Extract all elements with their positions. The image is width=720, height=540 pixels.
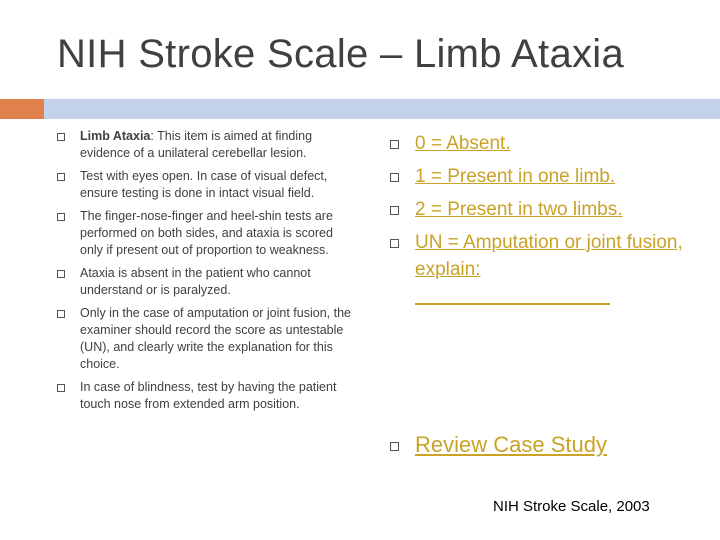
bullet-text: In case of blindness, test by having the patient touch nose from extended arm position.: [80, 380, 337, 411]
bullet-text: Test with eyes open. In case of visual defect, ensure testing is done in intact visual field.: [80, 169, 328, 200]
square-bullet-icon: [57, 173, 65, 181]
score-link-1[interactable]: [390, 163, 690, 190]
bullet-text: : This item is aimed at finding evidence of a unilateral cerebellar lesion.: [80, 129, 313, 160]
slide-title: NIH Stroke Scale – Limb Ataxia: [57, 32, 625, 76]
left-bullet-list: [57, 128, 357, 419]
score-link-label[interactable]: UN = Amputation or joint fusion, explain:: [415, 232, 683, 280]
list-item: [57, 208, 357, 259]
explanation-blank-line: [415, 303, 610, 305]
list-item: [57, 265, 357, 299]
review-link-label[interactable]: Review Case Study: [415, 432, 607, 457]
list-item: [57, 128, 357, 162]
score-link-0[interactable]: [390, 130, 690, 157]
list-item: [57, 168, 357, 202]
square-bullet-icon: [57, 213, 65, 221]
bullet-bold-term: Limb Ataxia: [80, 129, 151, 143]
bullet-text: The finger-nose-finger and heel-shin tests are performed on both sides, and ataxia is scored only if present out of proportion to weakness.: [80, 209, 333, 257]
square-bullet-icon: [57, 133, 65, 141]
square-bullet-icon: [390, 239, 399, 248]
square-bullet-icon: [390, 173, 399, 182]
review-case-study-link[interactable]: [390, 431, 607, 459]
score-link-2[interactable]: [390, 196, 690, 223]
square-bullet-icon: [57, 270, 65, 278]
score-link-label[interactable]: 1 = Present in one limb.: [415, 166, 616, 187]
square-bullet-icon: [57, 384, 65, 392]
square-bullet-icon: [57, 310, 65, 318]
square-bullet-icon: [390, 140, 399, 149]
score-link-label[interactable]: 0 = Absent.: [415, 133, 511, 154]
score-link-list: [390, 130, 690, 289]
bullet-text: Ataxia is absent in the patient who cannot understand or is paralyzed.: [80, 266, 311, 297]
citation: NIH Stroke Scale, 2003: [493, 498, 650, 515]
score-link-un[interactable]: [390, 229, 690, 283]
accent-bar-orange: [0, 99, 44, 119]
square-bullet-icon: [390, 206, 399, 215]
accent-bar-blue: [44, 99, 720, 119]
bullet-text: Only in the case of amputation or joint fusion, the examiner should record the score as untestable (UN), and clearly write the explanation for this choice.: [80, 306, 351, 371]
score-link-label[interactable]: 2 = Present in two limbs.: [415, 199, 623, 220]
list-item: [57, 305, 357, 373]
list-item: [57, 379, 357, 413]
square-bullet-icon: [390, 442, 399, 451]
